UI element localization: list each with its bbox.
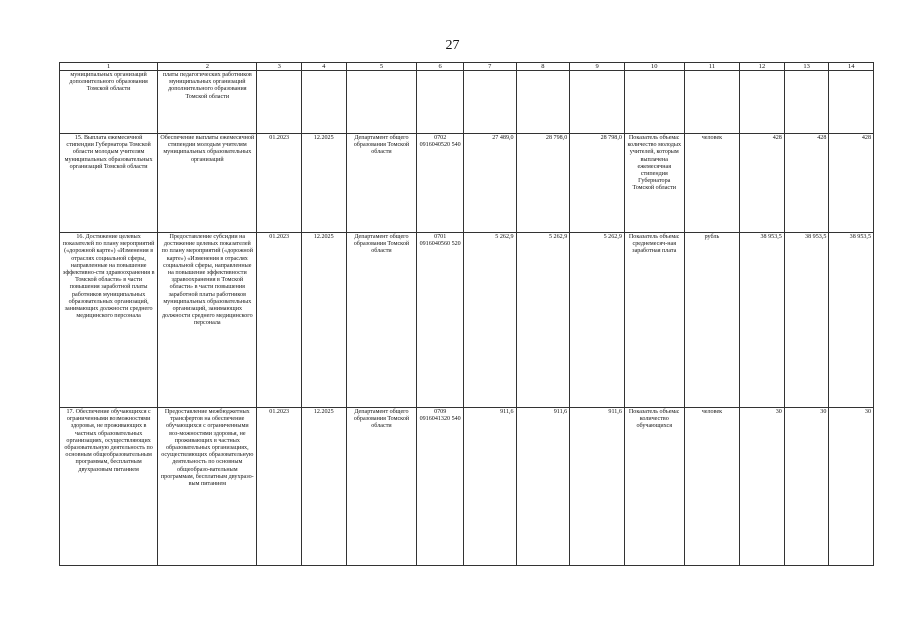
table-cell: Департамент общего образования Томской области xyxy=(346,134,417,233)
table-cell xyxy=(684,71,740,134)
table-cell: Департамент общего образования Томской области xyxy=(346,408,417,566)
table-cell xyxy=(784,71,829,134)
column-header: 5 xyxy=(346,63,417,71)
table-cell: 428 xyxy=(784,134,829,233)
table-cell: 28 798,0 xyxy=(570,134,625,233)
column-header: 6 xyxy=(417,63,464,71)
column-header: 13 xyxy=(784,63,829,71)
table-cell: 428 xyxy=(829,134,874,233)
table-row xyxy=(60,408,874,566)
table-cell: 0701 0916040560 520 xyxy=(417,233,464,408)
table-cell: 16. Достижение целевых показателей по плану мероприятий («дорожной карте») «Изменения в отраслях социальной сферы, направленные на повышение эффективно-сти здравоохранения в Томской области» в части повышения заработной платы работников муниципальных образовательных организаций, занимающих должности среднего медицинского персонала xyxy=(60,233,158,408)
table-row xyxy=(60,71,874,134)
table-cell: Обеспечение выплаты ежемесячной стипендии молодым учителям муниципальных образовательных организаций xyxy=(158,134,257,233)
table-cell: Показатель объема: количество молодых учителей, которым выплачена ежемесячная стипендия Губернатора Томской области xyxy=(624,134,684,233)
table-row xyxy=(60,233,874,408)
table-cell: 15. Выплата ежемесячной стипендии Губернатора Томской области молодым учителям муниципальных образовательных организаций Томской области xyxy=(60,134,158,233)
table-cell: 30 xyxy=(784,408,829,566)
table-cell xyxy=(301,71,346,134)
table-cell xyxy=(257,71,302,134)
table-cell: 0709 0916041320 540 xyxy=(417,408,464,566)
table-cell xyxy=(624,71,684,134)
column-header: 4 xyxy=(301,63,346,71)
table-cell: 0702 0916040520 540 xyxy=(417,134,464,233)
table-cell: 12.2025 xyxy=(301,134,346,233)
table-cell: Показатель объема: среднемесяч-ная заработная плата xyxy=(624,233,684,408)
table-cell: 01.2023 xyxy=(257,408,302,566)
table-cell: 01.2023 xyxy=(257,233,302,408)
column-header: 9 xyxy=(570,63,625,71)
table-row xyxy=(60,134,874,233)
column-header: 8 xyxy=(516,63,570,71)
table-cell xyxy=(740,71,785,134)
table-cell: 12.2025 xyxy=(301,233,346,408)
column-header: 10 xyxy=(624,63,684,71)
table-cell: 911,6 xyxy=(516,408,570,566)
page-number: 27 xyxy=(445,38,460,53)
table-cell xyxy=(516,71,570,134)
table-cell: 30 xyxy=(829,408,874,566)
column-header: 2 xyxy=(158,63,257,71)
header-row xyxy=(60,63,874,71)
table-cell: человек xyxy=(684,408,740,566)
column-header: 14 xyxy=(829,63,874,71)
table-cell: 5 262,9 xyxy=(463,233,516,408)
program-table xyxy=(59,62,874,566)
table-cell: Показатель объема: количество обучающихся xyxy=(624,408,684,566)
table-cell: 38 953,5 xyxy=(740,233,785,408)
table-cell: платы педагогических работников муниципальных организаций дополнительного образования Томской области xyxy=(158,71,257,134)
column-header: 11 xyxy=(684,63,740,71)
table-cell: 428 xyxy=(740,134,785,233)
table-cell: рубль xyxy=(684,233,740,408)
table-cell: Департамент общего образования Томской области xyxy=(346,233,417,408)
table-cell: 17. Обеспечение обучающихся с ограниченными возможностями здоровья, не проживающих в частных образовательных организациях, осуществляющих образовательную деятельность по основным общеобразовательным программам, бесплатным двухразовым питанием xyxy=(60,408,158,566)
table-cell: 5 262,9 xyxy=(570,233,625,408)
table-cell: 30 xyxy=(740,408,785,566)
table-cell xyxy=(463,71,516,134)
table-cell: Предоставление межбюджетных трансфертов на обеспечение обучающихся с ограниченными воз-можностями здоровья, не проживающих в частных образовательных организациях, осуществляющих образовательную деятельность по основным общеобразо-вательным программам, бесплатным двухразо-вым питанием xyxy=(158,408,257,566)
table-cell: 5 262,9 xyxy=(516,233,570,408)
table-cell: 911,6 xyxy=(463,408,516,566)
table-cell: 27 489,0 xyxy=(463,134,516,233)
table-cell: Предоставление субсидии на достижение целевых показателей по плану мероприятий («дорожной карте») «Изменения в отраслях социальной сферы, направленные на повышение эффективности здравоохранения в Томской области» в части повышения заработной платы работников муниципальных образовательных организаций, занимающих должности среднего медицинского персонала xyxy=(158,233,257,408)
column-header: 1 xyxy=(60,63,158,71)
table-cell: человек xyxy=(684,134,740,233)
table-cell: 911,6 xyxy=(570,408,625,566)
column-header: 7 xyxy=(463,63,516,71)
table-cell: 38 953,5 xyxy=(784,233,829,408)
table-cell: муниципальных организаций дополнительного образования Томской области xyxy=(60,71,158,134)
table-cell: 28 798,0 xyxy=(516,134,570,233)
table-cell: 12.2025 xyxy=(301,408,346,566)
table-cell: 38 953,5 xyxy=(829,233,874,408)
table-cell: 01.2023 xyxy=(257,134,302,233)
table-cell xyxy=(570,71,625,134)
column-header: 3 xyxy=(257,63,302,71)
table-cell xyxy=(417,71,464,134)
table-cell xyxy=(346,71,417,134)
table-cell xyxy=(829,71,874,134)
column-header: 12 xyxy=(740,63,785,71)
